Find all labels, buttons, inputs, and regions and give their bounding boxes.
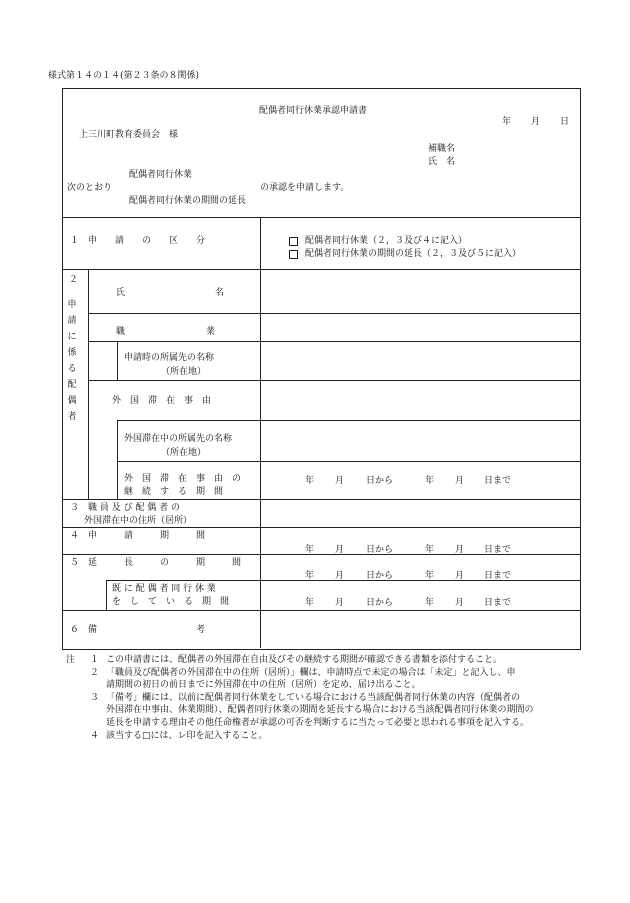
existing-leave-to-month: 月 [455,598,465,608]
applicant-name-label: 氏 名 [428,157,456,167]
remarks-label: ６ 備 考 [70,625,206,635]
application-type-label: １ 申 請 の 区 分 [70,236,206,246]
form-title: 配偶者同行休業承認申請書 [259,106,368,116]
position-label: 補職名 [428,144,456,154]
existing-leave-from-day: 日から [366,598,394,608]
note-3-line-3: 延長を申請する理由その他任命権者が承認の可否を判断するに当たって必要と思われる事項を記入する。 [106,718,530,728]
spouse-section-number: ２ [69,275,79,285]
extension-period-to-month: 月 [455,571,465,581]
existing-leave-label-2: を し て い る 期 間 [112,597,230,607]
spouse-job-label: 職 業 [116,327,216,337]
note-1-number: １ [90,655,100,665]
date-day-label: 日 [560,117,570,127]
application-period-from-month: 月 [335,545,345,555]
abroad-period-from-month: 月 [335,476,345,486]
notes-lead: 注 [66,655,76,665]
existing-leave-to-year: 年 [425,598,435,608]
spouse-name-label: 氏 名 [116,288,225,298]
addressee: 上三川町教育委員会 様 [79,130,179,140]
checkbox-leave[interactable] [289,237,298,246]
note-4-number: ４ [90,731,100,741]
note-2-line-1: 「職員及び配偶者の外国滞在中の住所（居所）」欄は、申請時点で未定の場合は「未定」と記入し、申 [106,668,516,678]
abroad-period-to-day: 日まで [484,476,512,486]
extension-period-from-day: 日から [366,571,394,581]
application-period-from-day: 日から [366,545,394,555]
option-leave: 配偶者同行休業 [129,170,193,180]
option-extension: 配偶者同行休業の期間の延長 [129,196,247,206]
extension-period-to-year: 年 [425,571,435,581]
current-affiliation-label: 申請時の所属先の名称 [124,353,215,363]
application-period-from-year: 年 [305,545,315,555]
abroad-address-label-1: ３ 職 員 及 び 配 偶 者 の [70,503,181,513]
note-1: この申請書には、配偶者の外国滞在自由及びその継続する期間が確認できる書類を添付すること。 [106,655,503,665]
abroad-period-from-day: 日から [366,476,394,486]
existing-leave-to-day: 日まで [484,598,512,608]
date-month-label: 月 [531,117,541,127]
request-suffix: の承認を申請します。 [260,183,350,193]
note-4: 該当する□には、レ印を記入すること。 [106,731,268,741]
abroad-period-to-year: 年 [425,476,435,486]
form-label: 様式第１４の１４(第２３条の８関係) [48,71,200,81]
checkbox-leave-label: 配偶者同行休業（２，３及び４に記入） [305,236,468,246]
extension-period-label: ５ 延 長 の 期 間 [70,558,242,568]
application-period-to-year: 年 [425,545,435,555]
application-period-to-day: 日まで [484,545,512,555]
note-3-number: ３ [90,693,100,703]
abroad-period-label-2: 継 続 す る 期 間 [124,487,224,497]
abroad-period-from-year: 年 [305,476,315,486]
note-3-line-1: 「備考」欄には、以前に配偶者同行休業をしている場合における当該配偶者同行休業の内容（配偶者の [106,693,521,703]
abroad-period-label-1: 外 国 滞 在 事 由 の [124,474,242,484]
abroad-affiliation-label: 外国滞在中の所属先の名称 [124,434,233,444]
existing-leave-label-1: 既 に 配 偶 者 同 行 休 業 [112,584,216,594]
extension-period-from-month: 月 [335,571,345,581]
note-3-line-2: 外国滞在中事由、休業期間）、配偶者同行休業の期間を延長する場合における当該配偶者同行休業の期間の [106,705,534,715]
current-affiliation-location-label: （所在地） [161,367,207,377]
note-2-number: ２ [90,668,100,678]
date-year-label: 年 [502,117,512,127]
existing-leave-from-year: 年 [305,598,315,608]
note-2-line-2: 請期間の初日の前日までに外国滞在中の住所（居所）を定め、届け出ること。 [106,680,421,690]
spouse-section-vertical-label: 申請に係る配偶者 [67,300,77,422]
application-period-to-month: 月 [455,545,465,555]
checkbox-extension[interactable] [289,250,298,259]
abroad-period-to-month: 月 [455,476,465,486]
extension-period-from-year: 年 [305,571,315,581]
application-period-label: ４ 申 請 期 間 [70,531,206,541]
existing-leave-from-month: 月 [335,598,345,608]
extension-period-to-day: 日まで [484,571,512,581]
abroad-affiliation-location-label: （所在地） [161,448,207,458]
abroad-reason-label: 外 国 滞 在 事 由 [112,396,212,406]
abroad-address-label-2: 外国滞在中の住所（居所） [84,516,193,526]
request-prefix: 次のとおり [67,183,113,193]
checkbox-extension-label: 配偶者同行休業の期間の延長（２，３及び５に記入） [305,249,522,259]
